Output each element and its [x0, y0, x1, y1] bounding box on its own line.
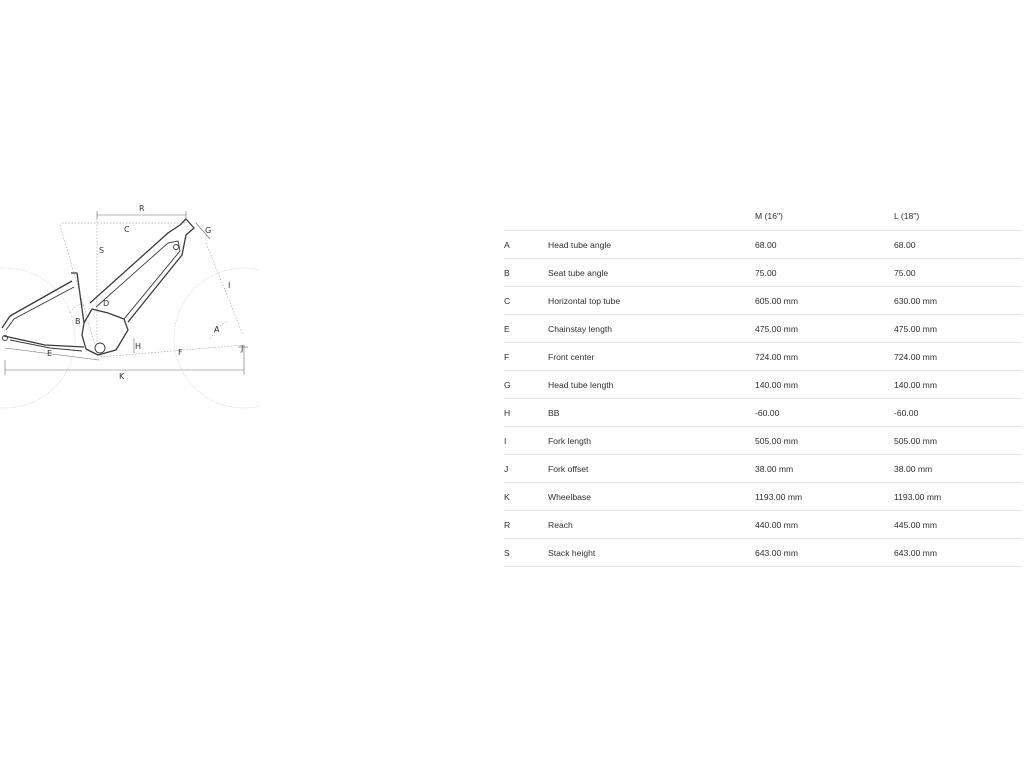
row-value-m: 140.00 mm [755, 371, 894, 399]
row-code: A [504, 231, 548, 259]
row-code: C [504, 287, 548, 315]
row-name: Reach [548, 511, 755, 539]
row-value-l: 630.00 mm [894, 287, 1022, 315]
row-value-m: -60.00 [755, 399, 894, 427]
row-code: F [504, 343, 548, 371]
geometry-table [504, 202, 1022, 567]
row-code: H [504, 399, 548, 427]
row-value-l: 724.00 mm [894, 343, 1022, 371]
row-value-l: -60.00 [894, 399, 1022, 427]
row-value-l: 445.00 mm [894, 511, 1022, 539]
label-r: R [139, 204, 145, 213]
table-header-row [504, 202, 1022, 231]
row-value-m: 38.00 mm [755, 455, 894, 483]
row-value-l: 68.00 [894, 231, 1022, 259]
label-s: S [99, 246, 105, 255]
table-row [504, 483, 1022, 511]
row-name: Wheelbase [548, 483, 755, 511]
table-row [504, 371, 1022, 399]
row-value-l: 1193.00 mm [894, 483, 1022, 511]
row-code: J [504, 455, 548, 483]
table-row [504, 427, 1022, 455]
row-value-l: 140.00 mm [894, 371, 1022, 399]
header-size-l: L (18") [894, 202, 1022, 231]
fork-length-line [206, 243, 243, 335]
row-value-l: 38.00 mm [894, 455, 1022, 483]
table-row [504, 259, 1022, 287]
row-value-m: 75.00 [755, 259, 894, 287]
row-name: Stack height [548, 539, 755, 567]
row-value-m: 1193.00 mm [755, 483, 894, 511]
bike-geometry-diagram [0, 195, 260, 415]
row-value-l: 75.00 [894, 259, 1022, 287]
header-name [548, 202, 755, 231]
label-a: A [214, 325, 220, 334]
row-code: R [504, 511, 548, 539]
row-code: S [504, 539, 548, 567]
table-row [504, 539, 1022, 567]
label-j: J [241, 344, 244, 353]
header-size-m: M (16") [755, 202, 894, 231]
bottom-bracket [95, 343, 105, 353]
row-name: BB [548, 399, 755, 427]
row-name: Head tube angle [548, 231, 755, 259]
row-code: E [504, 315, 548, 343]
label-d: D [103, 299, 110, 308]
label-h: H [135, 342, 142, 351]
row-value-l: 505.00 mm [894, 427, 1022, 455]
row-code: G [504, 371, 548, 399]
seat-stay-inner [6, 287, 74, 330]
table-row [504, 287, 1022, 315]
row-code: K [504, 483, 548, 511]
table-row [504, 511, 1022, 539]
row-value-m: 643.00 mm [755, 539, 894, 567]
table-row [504, 231, 1022, 259]
bike-frame [2, 219, 194, 355]
row-value-m: 68.00 [755, 231, 894, 259]
head-tube-hole [174, 245, 179, 250]
front-wheel [174, 268, 260, 408]
label-f: F [178, 348, 183, 357]
row-value-m: 475.00 mm [755, 315, 894, 343]
label-k: K [119, 372, 125, 381]
row-name: Head tube length [548, 371, 755, 399]
label-e: E [47, 349, 53, 358]
row-code: I [504, 427, 548, 455]
row-name: Seat tube angle [548, 259, 755, 287]
row-value-l: 643.00 mm [894, 539, 1022, 567]
header-code [504, 202, 548, 231]
table-row [504, 315, 1022, 343]
table-row [504, 343, 1022, 371]
label-i: I [228, 281, 231, 290]
row-name: Front center [548, 343, 755, 371]
label-g: G [205, 226, 212, 235]
row-name: Fork length [548, 427, 755, 455]
row-value-m: 505.00 mm [755, 427, 894, 455]
row-code: B [504, 259, 548, 287]
label-b: B [75, 317, 81, 326]
row-value-m: 724.00 mm [755, 343, 894, 371]
table-row [504, 399, 1022, 427]
row-value-m: 605.00 mm [755, 287, 894, 315]
front-axle-line [100, 345, 244, 357]
row-name: Horizontal top tube [548, 287, 755, 315]
row-name: Chainstay length [548, 315, 755, 343]
row-value-l: 475.00 mm [894, 315, 1022, 343]
table-row [504, 455, 1022, 483]
row-value-m: 440.00 mm [755, 511, 894, 539]
row-name: Fork offset [548, 455, 755, 483]
label-c: C [124, 225, 130, 234]
seat-tube [71, 273, 84, 323]
